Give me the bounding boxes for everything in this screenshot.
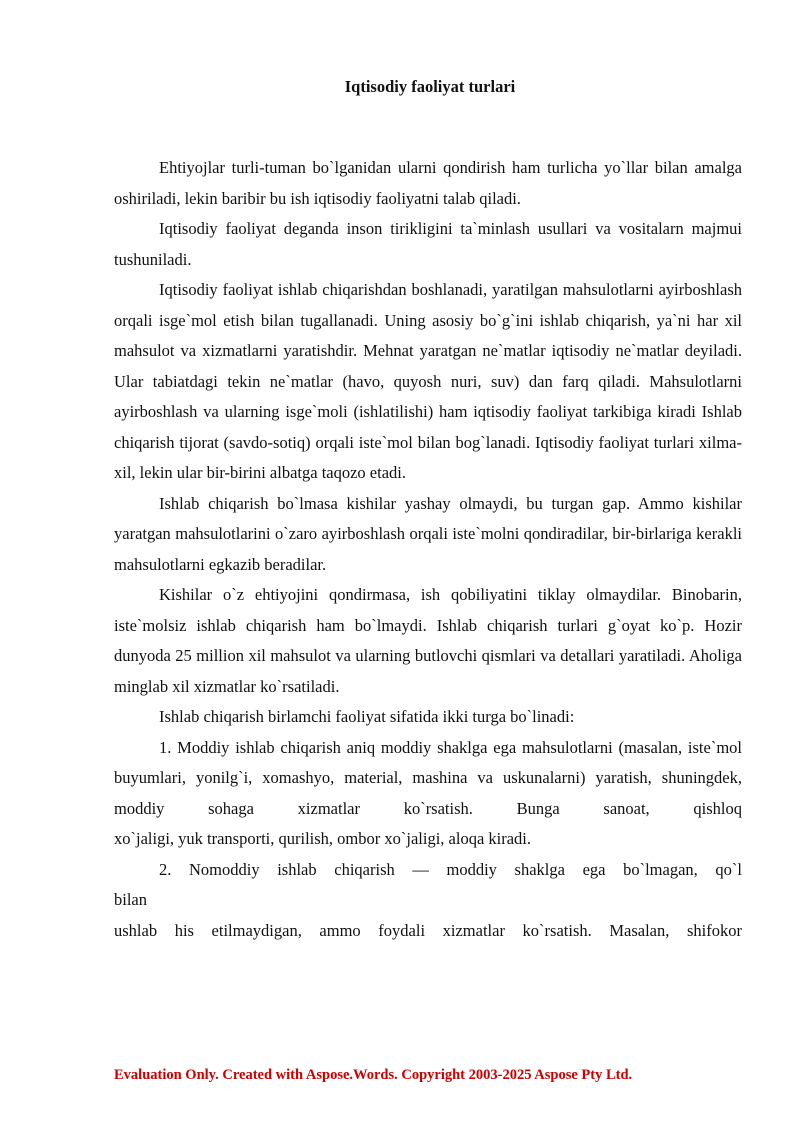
- list-item-2-continuation: ushlab his etilmaydigan, ammo foydali xizmatlar ko`rsatish. Masalan, shifokor: [114, 920, 742, 940]
- paragraph: Ehtiyojlar turli-tuman bo`lganidan ularni qondirish ham turlicha yo`llar bilan amalga oshiriladi, lekin baribir bu ish iqtisodiy faoliyatni talab qiladi.: [114, 158, 742, 208]
- paragraph: Iqtisodiy faoliyat ishlab chiqarishdan boshlanadi, yaratilgan mahsulotlarni ayirboshlash orqali isge`mol etish bilan tugallanadi. Uning asosiy bo`g`ini ishlab chiqarish, ya`ni har xil mahsulot va xizmatlarni yaratishdir. Mehnat yaratgan ne`matlar iqtisodiy ne`matlar deyiladi. Ular tabiatdagi tekin ne`matlar (havo, quyosh nuri, suv) dan farq qiladi. Mahsulotlarni ayirboshlash va ularning isge`moli (ishlatilishi) ham iqtisodiy faoliyat tarkibiga kiradi Ishlab chiqarish tijorat (savdo-sotiq) orqali iste`mol bilan bog`lanadi. Iqtisodiy faoliyat turlari xilma-xil, lekin ular bir-birini albatga taqozo etadi.: [114, 280, 742, 482]
- document-body: [114, 153, 742, 946]
- list-item-2-word: bilan: [114, 890, 147, 909]
- paragraph: Kishilar o`z ehtiyojini qondirmasa, ish qobiliyatini tiklay olmaydilar. Binobarin, iste`molsiz ishlab chiqarish ham bo`lmaydi. Ishlab chiqarish turlari g`oyat ko`p. Hozir dunyoda 25 million xil mahsulot va ularning butlovchi qismlari va detallari yaratiladi. Aholiga minglab xil xizmatlar ko`rsatiladi.: [114, 585, 742, 696]
- paragraph: Ishlab chiqarish birlamchi faoliyat sifatida ikki turga bo`linadi:: [159, 707, 575, 726]
- list-item-1-continuation: xo`jaligi, yuk transporti, qurilish, ombor xo`jaligi, aloqa kiradi.: [114, 829, 532, 848]
- document-title: Iqtisodiy faoliyat turlari: [344, 77, 516, 96]
- evaluation-watermark: Evaluation Only. Created with Aspose.Words. Copyright 2003-2025 Aspose Pty Ltd.: [114, 1067, 633, 1083]
- paragraph: Ishlab chiqarish bo`lmasa kishilar yashay olmaydi, bu turgan gap. Ammo kishilar yaratgan mahsulotlarini o`zaro ayirboshlash orqali iste`molni qondiradilar, bir-birlariga kerakli mahsulotlarni egkazib beradilar.: [114, 493, 742, 574]
- list-item-2: 2. Nomoddiy ishlab chiqarish — moddiy shaklga ega bo`lmagan, qo`l: [159, 859, 742, 879]
- list-item-1: 1. Moddiy ishlab chiqarish aniq moddiy shaklga ega mahsulotlarni (masalan, iste`mol buyumlari, yonilg`i, xomashyo, material, mashina va uskunalarni) yaratish, shuningdek, moddiy sohaga xizmatlar ko`rsatish. Bunga sanoat, qishloq: [114, 737, 742, 818]
- paragraph: Iqtisodiy faoliyat deganda inson tirikligini ta`minlash usullari va vositalarn majmui tushuniladi.: [114, 219, 742, 269]
